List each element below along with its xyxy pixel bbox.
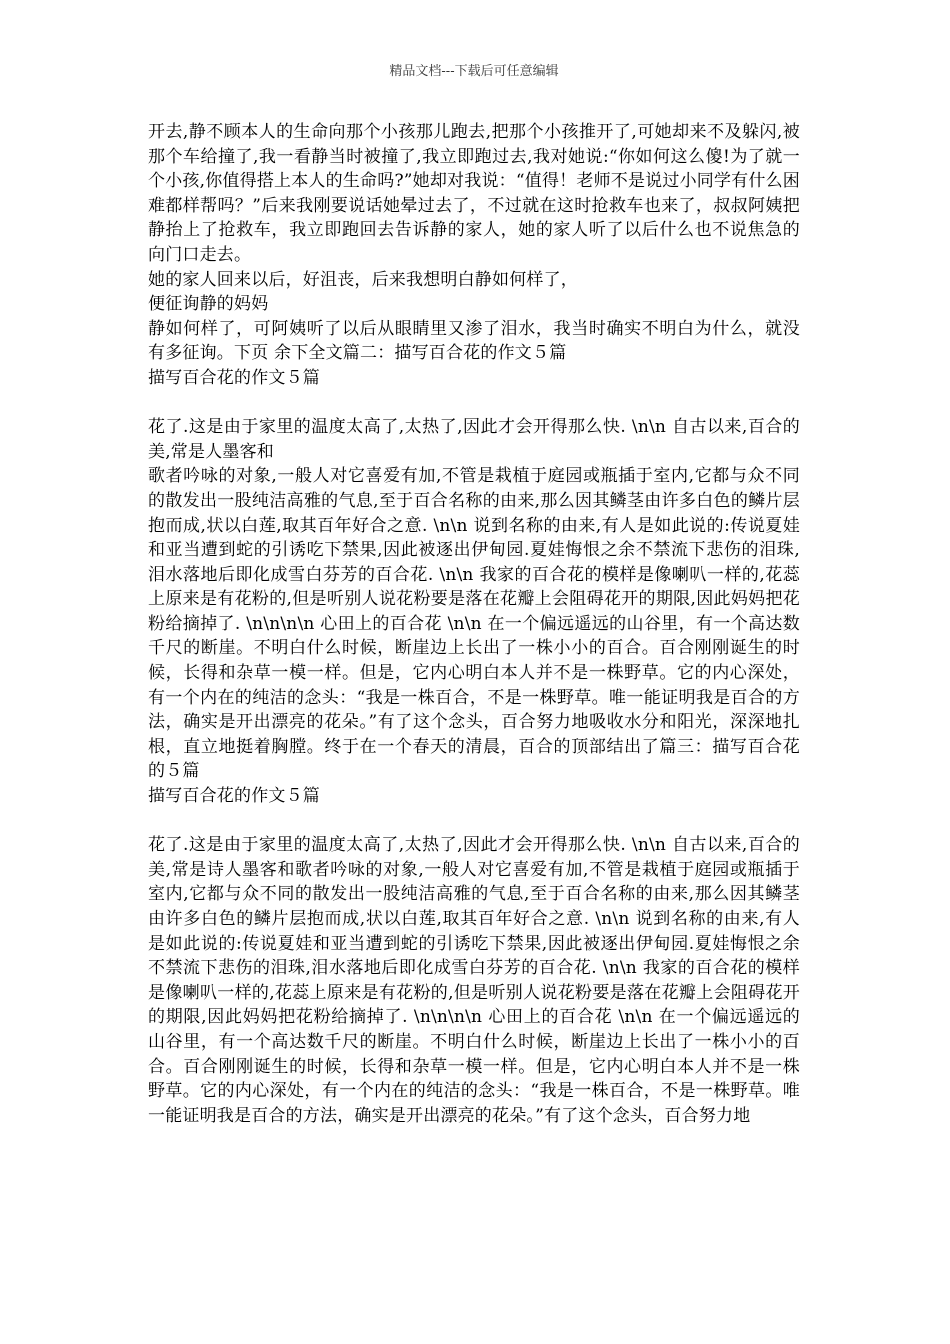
page-header: 精品文档---下载后可任意编辑 [389,64,559,79]
section-title-3: 描写百合花的作文５篇 [148,786,320,807]
paragraph-ask-mother: 便征询静的妈妈 [148,294,269,315]
document-body [148,120,800,1128]
paragraph-aunt-tears: 静如何样了，可阿姨听了以后从眼睛里又渗了泪水，我当时确实不明白为什么，就没有多征询。下页 余下全文篇二：描写百合花的作文５篇 [148,318,800,364]
blank-line [148,809,800,834]
paragraph-story-continuation: 开去,静不顾本人的生命向那个小孩那儿跑去,把那个小孩推开了,可她却来不及躲闪,被那个车给撞了,我一看静当时被撞了,我立即跑过去,我对她说:“你如何这么傻!为了就一个小孩,你值得搭上本人的生命吗?”她却对我说：“值得！老师不是说过小同学有什么困难都样帮吗？”后来我刚要说话她晕过去了，不过就在这时抢救车也来了，叔叔阿姨把静抬上了抢救车，我立即跑回去告诉静的家人，她的家人听了以后什么也不说焦急的向门口走去。 [148,122,800,265]
paragraph-family-returned: 她的家人回来以后，好沮丧，后来我想明白静如何样了， [148,269,578,290]
blank-line [148,391,800,416]
paragraph-lily-intro-1: 花了.这是由于家里的温度太高了,太热了,因此才会开得那么快. \n\n 自古以来,百合的美,常是人墨客和 [148,417,800,462]
section-title-2: 描写百合花的作文５篇 [148,367,320,388]
paragraph-lily-body-1: 歌者吟咏的对象,一般人对它喜爱有加,不管是栽植于庭园或瓶插于室内,它都与众不同的散发出一股纯洁高雅的气息,至于百合名称的由来,那么因其鳞茎由许多白色的鳞片层抱而成,状以白莲,取其百年好合之意. \n\n 说到名称的由来,有人是如此说的:传说夏娃和亚当遭到蛇的引诱吃下禁果,因此被逐出伊甸园.夏娃悔恨之余不禁流下悲伤的泪珠,泪水落地后即化成雪白芬芳的百合花. \n\n 我家的百合花的模样是像喇叭一样的,花蕊上原来是有花粉的,但是听别人说花粉要是落在花瓣上会阻碍花开的期限,因此妈妈把花粉给摘掉了. \n\n\n\n 心田上的百合花 \n\n 在一个偏远遥远的山谷里，有一个高达数千尺的断崖。不明白什么时候，断崖边上长出了一株小小的百合。百合刚刚诞生的时候，长得和杂草一模一样。但是，它内心明白本人并不是一株野草。它的内心深处，有一个内在的纯洁的念头：“我是一株百合，不是一株野草。唯一能证明我是百合的方法，确实是开出漂亮的花朵。”有了这个念头，百合努力地吸收水分和阳光，深深地扎根，直立地挺着胸膛。终于在一个春天的清晨，百合的顶部结出了篇三：描写百合花的５篇 [148,466,800,782]
paragraph-lily-body-2: 花了.这是由于家里的温度太高了,太热了,因此才会开得那么快. \n\n 自古以来,百合的美,常是诗人墨客和歌者吟咏的对象,一般人对它喜爱有加,不管是栽植于庭园或瓶插于室内,它都与众不同的散发出一股纯洁高雅的气息,至于百合名称的由来,那么因其鳞茎由许多白色的鳞片层抱而成,状以白莲,取其百年好合之意. \n\n 说到名称的由来,有人是如此说的:传说夏娃和亚当遭到蛇的引诱吃下禁果,因此被逐出伊甸园.夏娃悔恨之余不禁流下悲伤的泪珠,泪水落地后即化成雪白芬芳的百合花. \n\n 我家的百合花的模样是像喇叭一样的,花蕊上原来是有花粉的,但是听别人说花粉要是落在花瓣上会阻碍花开的期限,因此妈妈把花粉给摘掉了. \n\n\n\n 心田上的百合花 \n\n 在一个偏远遥远的山谷里，有一个高达数千尺的断崖。不明白什么时候，断崖边上长出了一株小小的百合。百合刚刚诞生的时候，长得和杂草一模一样。但是，它内心明白本人并不是一株野草。它的内心深处，有一个内在的纯洁的念头：“我是一株百合，不是一株野草。唯一能证明我是百合的方法，确实是开出漂亮的花朵。”有了这个念头，百合努力地 [148,835,800,1126]
